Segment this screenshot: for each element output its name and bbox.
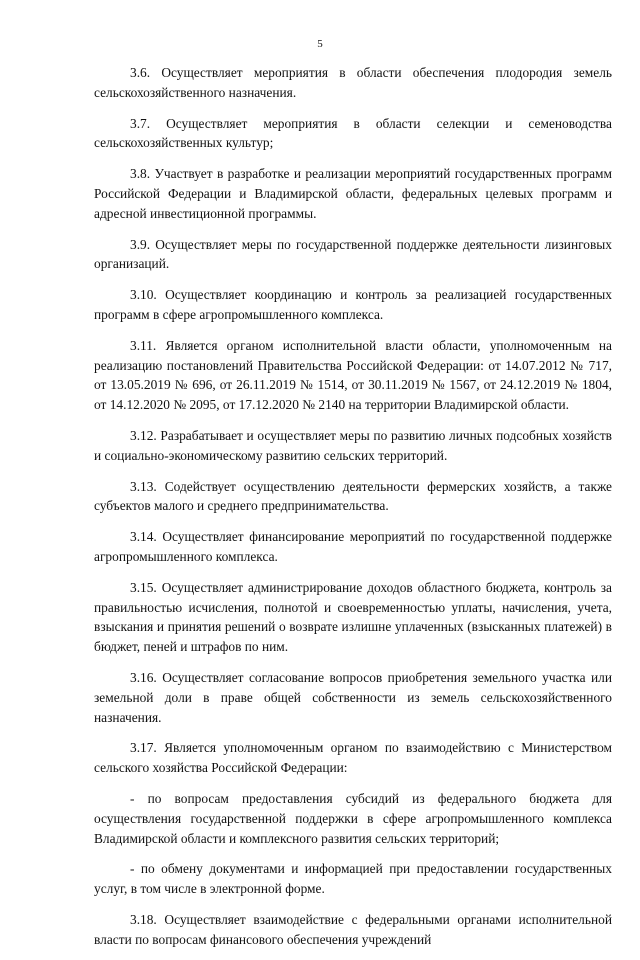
paragraph-3-15: 3.15. Осуществляет администрирование доходов областного бюджета, контроль за правильностью исчисления, полнотой и своевременностью уплаты, начисления, учета, взыскания и принятия решений о возврате излишне уплаченных (взысканных платежей) в бюджет, пеней и штрафов по ним. — [94, 579, 612, 655]
paragraph-3-8: 3.8. Участвует в разработке и реализации мероприятий государственных программ Российской Федерации и Владимирской области, федеральных целевых программ и адресной инвестиционной программы. — [94, 166, 612, 221]
paragraph-3-12: 3.12. Разрабатывает и осуществляет меры по развитию личных подсобных хозяйств и социально-экономическому развитию сельских территорий. — [94, 427, 612, 463]
page-number: 5 — [317, 38, 323, 50]
document-body — [94, 63, 612, 960]
paragraph-3-7: 3.7. Осуществляет мероприятия в области селекции и семеноводства сельскохозяйственных культур; — [94, 115, 612, 151]
paragraph-3-17: 3.17. Является уполномоченным органом по взаимодействию с Министерством сельского хозяйства Российской Федерации: — [94, 740, 612, 776]
paragraph-3-10: 3.10. Осуществляет координацию и контроль за реализацией государственных программ в сфере агропромышленного комплекса. — [94, 287, 612, 322]
paragraph-3-14: 3.14. Осуществляет финансирование мероприятий по государственной поддержке агропромышленного комплекса. — [94, 529, 612, 564]
paragraph-3-13: 3.13. Содействует осуществлению деятельности фермерских хозяйств, а также субъектов малого и среднего предпринимательства. — [94, 478, 612, 514]
paragraph-3-6: 3.6. Осуществляет мероприятия в области обеспечения плодородия земель сельскохозяйственного назначения. — [94, 65, 612, 100]
list-item-document-exchange: - по обмену документами и информацией при предоставлении государственных услуг, в том числе в электронной форме. — [94, 861, 612, 897]
paragraph-3-11: 3.11. Является органом исполнительной власти области, уполномоченным на реализацию постановлений Правительства Российской Федерации: от 14.07.2012 № 717, от 13.05.2019 № 696, от 26.11.2019 № 1514, от 30.11.2019 № 1567, от 24.12.2019 № 1804, от 14.12.2020 № 2095, от 17.12.2020 № 2140 на территории Владимирской области. — [94, 337, 612, 413]
paragraph-3-9: 3.9. Осуществляет меры по государственной поддержке деятельности лизинговых организаций. — [94, 236, 612, 272]
paragraph-3-18: 3.18. Осуществляет взаимодействие с федеральными органами исполнительной власти по вопросам финансового обеспечения учреждений — [94, 911, 612, 947]
list-item-subsidies: - по вопросам предоставления субсидий из федерального бюджета для осуществления государственной поддержки в сфере агропромышленного комплекса Владимирской области и комплексного развития сельских территорий; — [94, 790, 612, 846]
paragraph-3-16: 3.16. Осуществляет согласование вопросов приобретения земельного участка или земельной доли в праве общей собственности из земель сельскохозяйственного назначения. — [94, 669, 612, 725]
